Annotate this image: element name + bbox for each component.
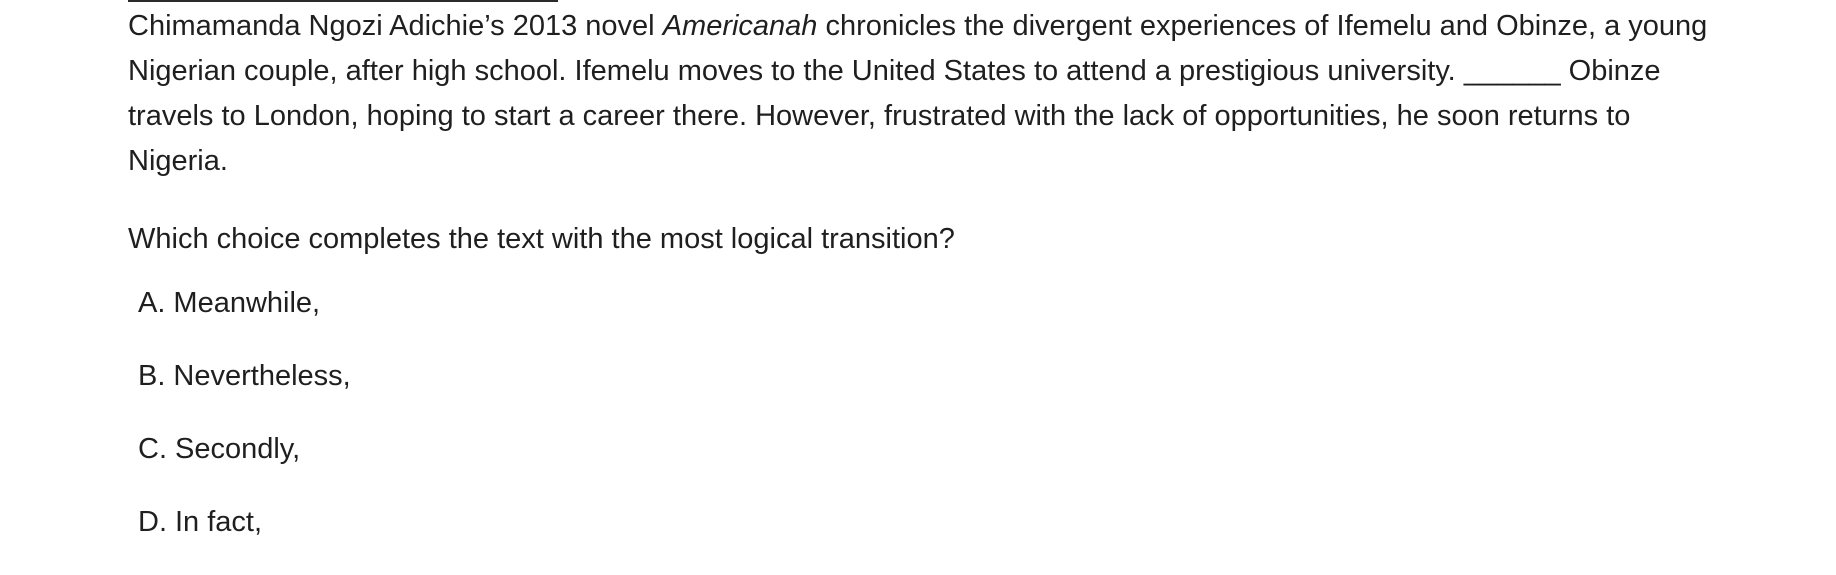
question-prompt: Which choice completes the text with the most logical transition? — [128, 223, 955, 255]
answer-blank: ______ — [1463, 55, 1561, 87]
choice-b[interactable] — [138, 356, 351, 396]
passage-intro: Chimamanda Ngozi Adichie’s 2013 novel — [128, 10, 663, 42]
choice-letter: B. — [138, 359, 166, 392]
passage-rest: Obinze travels to London, hoping to start a career there. However, frustrated with the lack of opportunities, he soon returns to Nigeria. — [128, 55, 1661, 177]
choice-text: In fact, — [175, 505, 263, 538]
choice-d[interactable] — [138, 502, 351, 542]
choice-text: Meanwhile, — [173, 286, 321, 319]
choice-a[interactable] — [138, 283, 351, 323]
answer-choices — [138, 283, 351, 575]
choice-text: Nevertheless, — [173, 359, 351, 392]
novel-title: Americanah — [662, 10, 818, 42]
passage-after-title: chronicles the divergent experiences of Ifemelu and Obinze, a young Nigerian couple, after high school. Ifemelu moves to the United States to attend a prestigious university. — [128, 10, 1708, 87]
reading-passage — [128, 4, 1708, 184]
choice-letter: D. — [138, 505, 167, 538]
choice-letter: A. — [138, 286, 166, 319]
choice-c[interactable] — [138, 429, 351, 469]
choice-letter: C. — [138, 432, 167, 465]
top-divider — [128, 0, 558, 2]
choice-text: Secondly, — [175, 432, 301, 465]
